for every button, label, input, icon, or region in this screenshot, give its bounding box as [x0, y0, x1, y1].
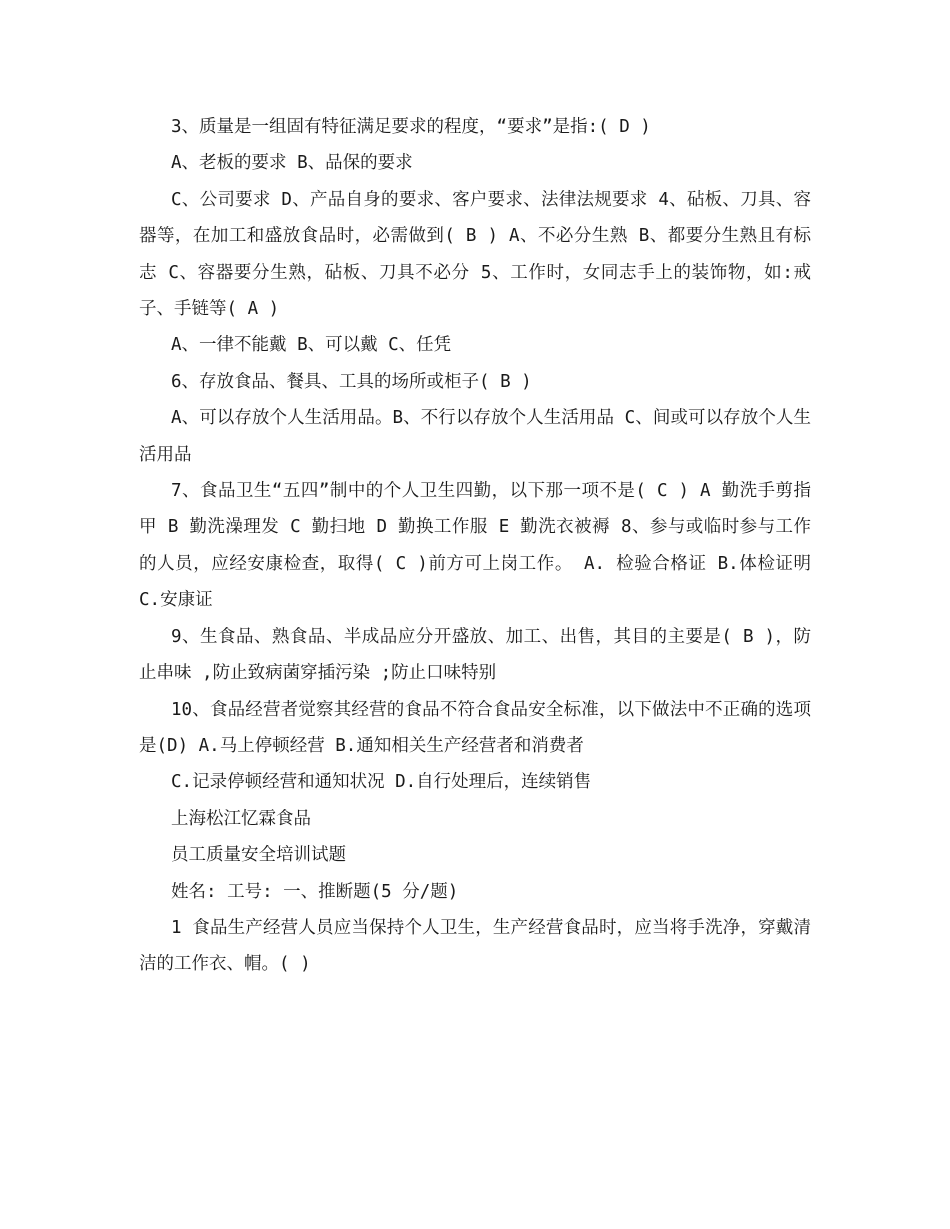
question-3-options: A、老板的要求 B、品保的要求 — [171, 153, 413, 174]
question-10-options: C.记录停顿经营和通知状况 D.自行处理后，连续销售 — [171, 772, 592, 793]
question-3: 3、质量是一组固有特征满足要求的程度，“要求”是指:( D ) — [171, 117, 651, 137]
question-10: 10、食品经营者觉察其经营的食品不符合食品安全标准，以下做法中不正确的选项是(D) A.马上停顿经营 B.通知相关生产经营者和消费者 — [139, 699, 811, 756]
question-6-options: A、可以存放个人生活用品。B、不行以存放个人生活用品 C、间或可以存放个人生活用品 — [139, 408, 811, 465]
question-7-8-block: 7、食品卫生“五四”制中的个人卫生四勤，以下那一项不是( C ) A 勤洗手剪指甲 B 勤洗澡理发 C 勤扫地 D 勤换工作服 E 勤洗衣被褥 8、参与或临时参与工作的人员，应经安康检查，取得( C )前方可上岗工作。 A. 检验合格证 B.体检证明 C.安康证 — [139, 481, 811, 611]
question-9: 9、生食品、熟食品、半成品应分开盛放、加工、出售，其目的主要是( B )，防止串味 ,防止致病菌穿插污染 ;防止口味特别 — [139, 626, 811, 684]
company-name: 上海松江忆霖食品 — [171, 808, 311, 829]
document-body — [139, 109, 811, 983]
exam-title: 员工质量安全培训试题 — [171, 845, 346, 866]
question-5-options: A、一律不能戴 B、可以戴 C、任凭 — [171, 335, 452, 356]
name-id-section-header: 姓名: 工号: 一、推断题(5 分/题) — [171, 881, 459, 902]
question-3-4-5-block: C、公司要求 D、产品自身的要求、客户要求、法律法规要求 4、砧板、刀具、容器等，在加工和盛放食品时，必需做到( B ) A、不必分生熟 B、都要分生熟且有标志 C、容器要分生熟，砧板、刀具不必分 5、工作时，女同志手上的装饰物，如:戒子、手链等( A ) — [139, 189, 811, 320]
question-6: 6、存放食品、餐具、工具的场所或柜子( B ) — [171, 371, 532, 392]
judgment-question-1: 1 食品生产经营人员应当保持个人卫生，生产经营食品时，应当将手洗净，穿戴清洁的工作衣、帽。( ) — [139, 917, 811, 975]
